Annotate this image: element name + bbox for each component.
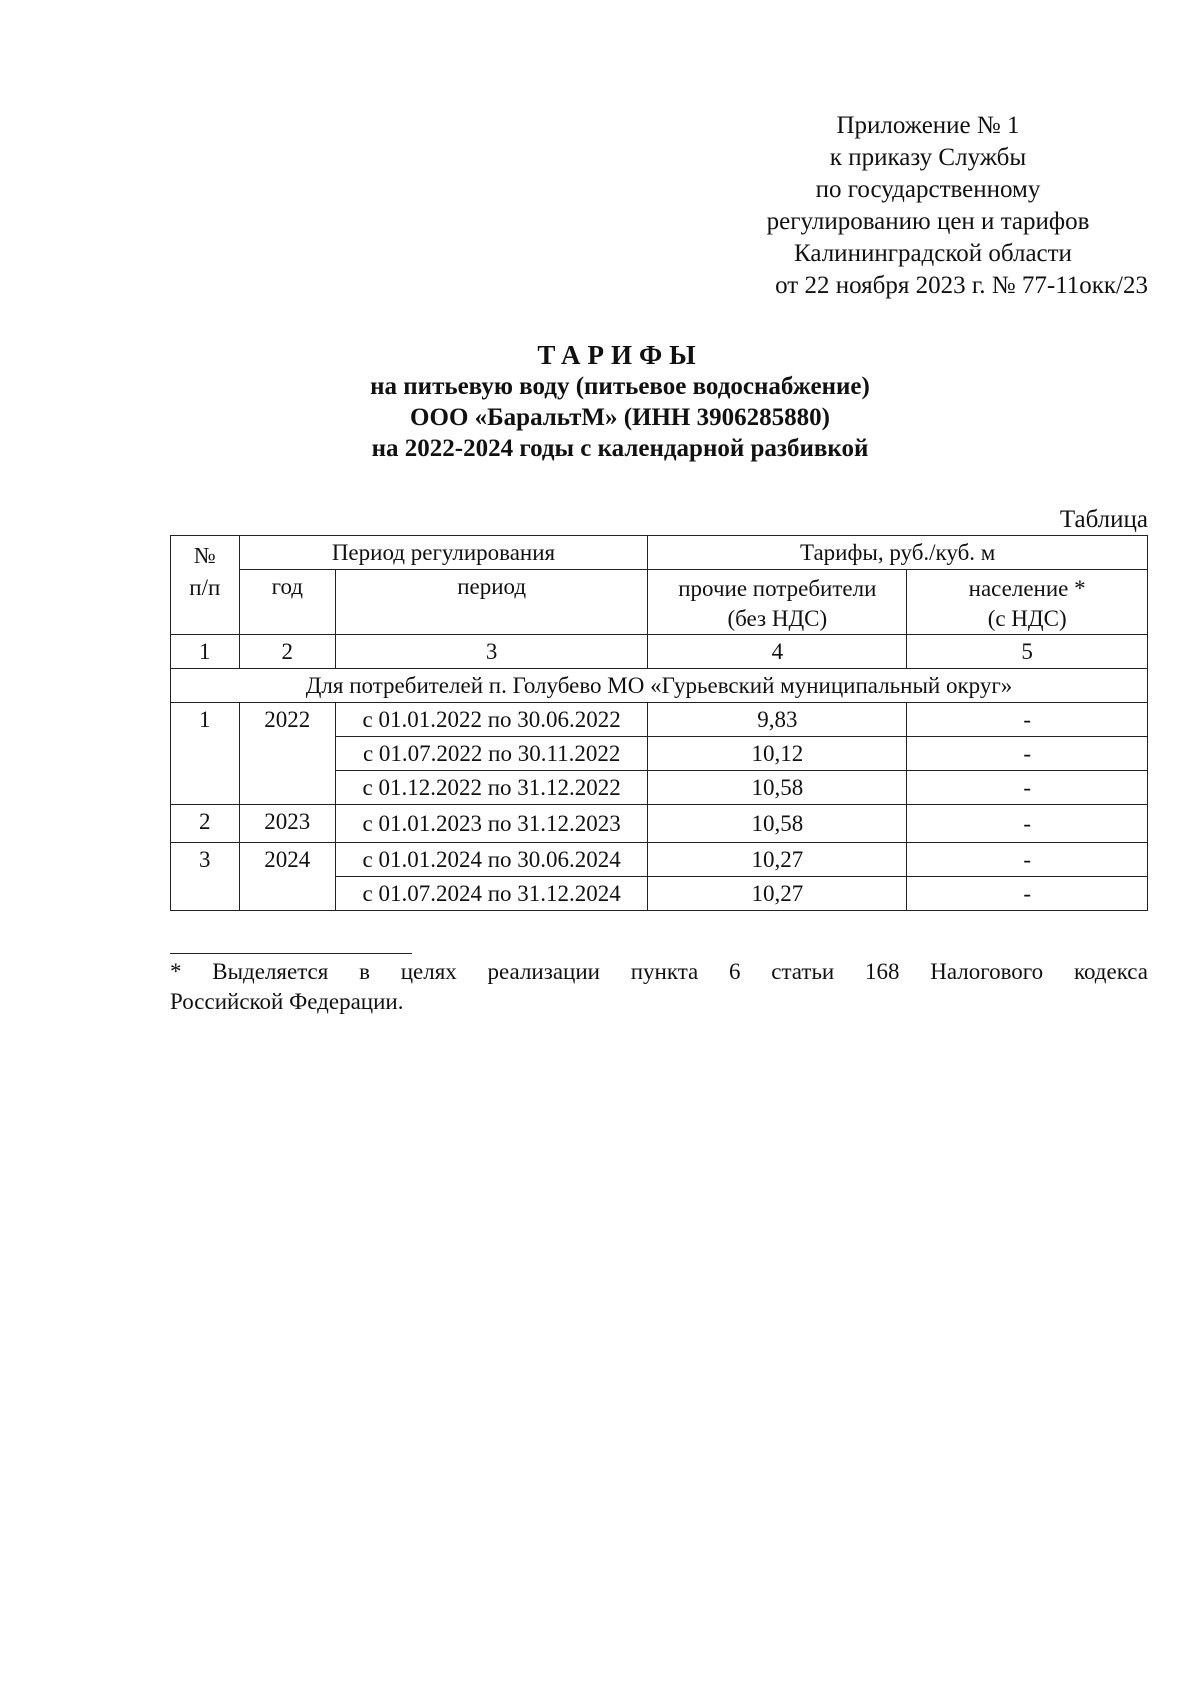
table-row: [171, 843, 1148, 877]
table-header-row: [171, 536, 1148, 570]
footnote: [170, 957, 1148, 1017]
column-number-row: [171, 635, 1148, 669]
column-number: 1: [171, 635, 240, 669]
table-row: [171, 703, 1148, 737]
header-year: год: [239, 570, 335, 635]
appendix-line: Приложение № 1: [836, 112, 1020, 139]
appendix-line: от 22 ноября 2023 г. № 77-11окк/23: [775, 272, 1148, 299]
table-header-row: [171, 570, 1148, 635]
appendix-line: регулированию цен и тарифов: [766, 208, 1090, 235]
title-main: ТАРИФЫ: [537, 340, 703, 370]
tariff-table: [170, 535, 1148, 911]
appendix-line: по государственному: [815, 176, 1041, 203]
column-number: 2: [239, 635, 335, 669]
title-period: на 2022-2024 годы с календарной разбивкой: [371, 435, 869, 462]
header-population: население * (с НДС): [907, 570, 1148, 635]
row-num: 3: [171, 843, 240, 911]
row-year: 2023: [239, 805, 335, 843]
header-period-group: Период регулирования: [239, 536, 648, 570]
title-subject: на питьевую воду (питьевое водоснабжение): [370, 373, 870, 400]
row-num: 1: [171, 703, 240, 805]
footnote-word: Выделяется: [212, 959, 329, 984]
row-tariff-population: -: [907, 843, 1148, 877]
row-tariff-other: 10,58: [648, 771, 907, 805]
appendix-line: Калининградской области: [794, 240, 1072, 267]
section-row: [171, 669, 1148, 703]
footnote-line-1: [170, 957, 1148, 987]
appendix-header: [588, 110, 1148, 302]
column-number: 5: [907, 635, 1148, 669]
footnote-word: целях: [400, 959, 457, 984]
row-tariff-population: -: [907, 771, 1148, 805]
header-tariffs-group: Тарифы, руб./куб. м: [648, 536, 1148, 570]
footnote-word: 6: [728, 959, 741, 984]
footnote-word: реализации: [487, 959, 600, 984]
row-tariff-other: 10,12: [648, 737, 907, 771]
row-tariff-population: -: [907, 737, 1148, 771]
footnote-word: *: [170, 959, 182, 984]
header-num-text: № п/п: [189, 543, 221, 600]
row-tariff-population: -: [907, 805, 1148, 843]
header-period: период: [335, 570, 647, 635]
footnote-word: в: [359, 959, 370, 984]
table-row: [171, 805, 1148, 843]
row-num: 2: [171, 805, 240, 843]
row-tariff-other: 10,27: [648, 843, 907, 877]
row-period: с 01.07.2024 по 31.12.2024: [335, 877, 647, 911]
footnote-divider: [170, 953, 412, 954]
footnote-word: пункта: [630, 959, 699, 984]
footnote-word: кодекса: [1073, 959, 1148, 984]
row-period: с 01.01.2024 по 30.06.2024: [335, 843, 647, 877]
column-number: 4: [648, 635, 907, 669]
document-title: [170, 340, 1070, 464]
footnote-word: Налогового: [930, 959, 1044, 984]
row-period: с 01.07.2022 по 30.11.2022: [335, 737, 647, 771]
header-num: [171, 536, 240, 635]
title-organization: ООО «БаральтМ» (ИНН 3906285880): [410, 404, 830, 431]
row-period: с 01.01.2023 по 31.12.2023: [335, 805, 647, 843]
row-tariff-other: 10,58: [648, 805, 907, 843]
row-period: с 01.12.2022 по 31.12.2022: [335, 771, 647, 805]
column-number: 3: [335, 635, 647, 669]
row-tariff-other: 10,27: [648, 877, 907, 911]
footnote-line-2: Российской Федерации.: [170, 989, 404, 1014]
footnote-word: 168: [865, 959, 900, 984]
table-label: Таблица: [1059, 506, 1148, 533]
row-tariff-population: -: [907, 703, 1148, 737]
footnote-word: статьи: [771, 959, 835, 984]
row-period: с 01.01.2022 по 30.06.2022: [335, 703, 647, 737]
section-title: Для потребителей п. Голубево МО «Гурьевский муниципальный округ»: [171, 669, 1148, 703]
appendix-line: к приказу Службы: [829, 144, 1027, 171]
header-other-consumers: прочие потребители (без НДС): [648, 570, 907, 635]
row-year: 2024: [239, 843, 335, 911]
row-tariff-other: 9,83: [648, 703, 907, 737]
row-year: 2022: [239, 703, 335, 805]
row-tariff-population: -: [907, 877, 1148, 911]
